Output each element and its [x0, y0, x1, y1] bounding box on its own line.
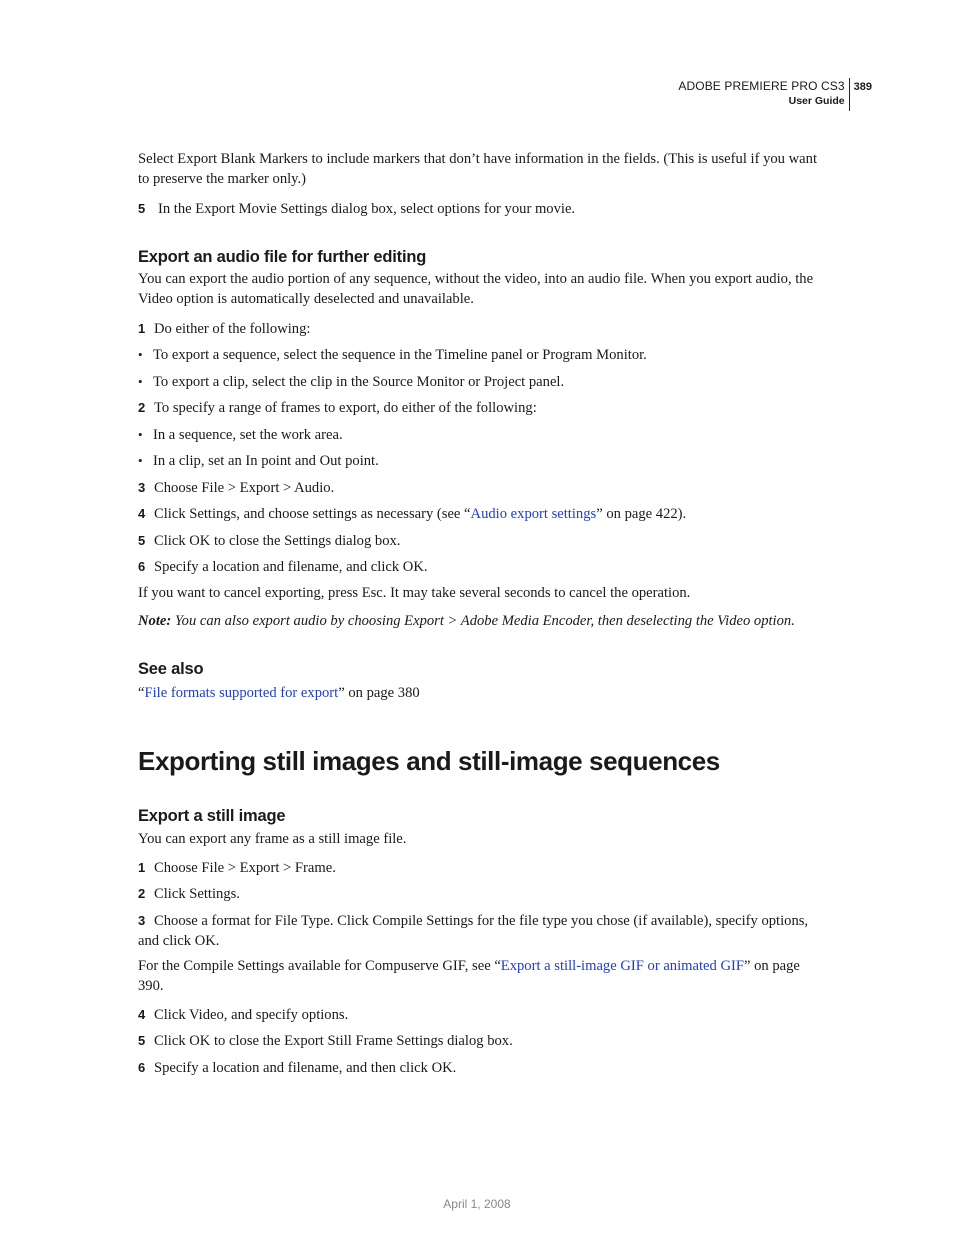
- bullet-icon: •: [138, 347, 143, 362]
- intro-paragraph: Select Export Blank Markers to include markers that don’t have information in the fields. (This is useful if you want to preserve the marker only.): [138, 151, 817, 187]
- audio-export-settings-link[interactable]: Audio export settings: [470, 506, 597, 522]
- step-number: 2: [138, 400, 146, 415]
- see-also-heading: See also: [138, 660, 204, 678]
- still-step-6: [138, 1058, 818, 1079]
- gif-paragraph: [138, 957, 818, 996]
- step-number: 6: [138, 559, 146, 574]
- step-text: In the Export Movie Settings dialog box, select options for your movie.: [158, 201, 576, 217]
- step-number: 1: [138, 860, 146, 875]
- step-text: Do either of the following:: [154, 321, 311, 337]
- step-number: 4: [138, 1007, 146, 1022]
- audio-step-2: [138, 398, 818, 419]
- step-number: 5: [138, 533, 146, 548]
- see-also-reference: [138, 684, 818, 704]
- still-step-4: [138, 1005, 818, 1026]
- audio-paragraph: You can export the audio portion of any sequence, without the video, into an audio file. When you export audio, the Video option is automatically deselected and unavailable.: [138, 271, 814, 307]
- page-number: 389: [853, 81, 872, 93]
- step-number: 6: [138, 1060, 146, 1075]
- step-number: 3: [138, 480, 146, 495]
- gif-text-before-link: For the Compile Settings available for Compuserve GIF, see “: [138, 958, 501, 974]
- step-number: 3: [138, 913, 146, 928]
- still-heading: Export a still image: [138, 807, 286, 825]
- audio-step-1: [138, 319, 818, 340]
- audio-step-1-bullet-2: [138, 372, 818, 393]
- guide-name: User Guide: [788, 95, 845, 107]
- note-text: You can also export audio by choosing Export > Adobe Media Encoder, then deselecting the Video option.: [171, 613, 795, 629]
- step-text: To specify a range of frames to export, do either of the following:: [154, 400, 537, 416]
- intro-step-5: [138, 199, 818, 220]
- note: [138, 612, 818, 632]
- step-text: Click Settings.: [154, 886, 240, 902]
- footer-date: April 1, 2008: [443, 1197, 511, 1211]
- still-step-2: [138, 884, 818, 905]
- still-paragraph: You can export any frame as a still image file.: [138, 831, 407, 847]
- step-number: 5: [138, 201, 146, 216]
- section-title: Exporting still images and still-image sequences: [138, 746, 720, 776]
- bullet-icon: •: [138, 374, 143, 389]
- still-step-1: [138, 858, 818, 879]
- product-name: ADOBE PREMIERE PRO CS3: [678, 79, 845, 93]
- bullet-text: In a clip, set an In point and Out point.: [153, 453, 379, 469]
- bullet-icon: •: [138, 453, 143, 468]
- reference-suffix: ” on page 380: [338, 685, 420, 701]
- step-text-after-link: ” on page 422).: [596, 506, 687, 522]
- cancel-paragraph: If you want to cancel exporting, press Esc. It may take several seconds to cancel the operation.: [138, 585, 691, 601]
- still-step-5: [138, 1031, 818, 1052]
- step-number: 2: [138, 886, 146, 901]
- audio-step-2-bullet-2: [138, 451, 818, 472]
- bullet-icon: •: [138, 427, 143, 442]
- step-text: Specify a location and filename, and click OK.: [154, 559, 428, 575]
- step-text-before-link: Click Settings, and choose settings as necessary (see “: [154, 506, 471, 522]
- step-text: Specify a location and filename, and then click OK.: [154, 1060, 457, 1076]
- audio-step-1-bullet-1: [138, 345, 818, 366]
- audio-step-6: [138, 557, 818, 578]
- audio-step-2-bullet-1: [138, 425, 818, 446]
- step-text: Click OK to close the Settings dialog box.: [154, 533, 401, 549]
- audio-heading: Export an audio file for further editing: [138, 248, 427, 266]
- step-text: Choose File > Export > Audio.: [154, 480, 335, 496]
- audio-step-5: [138, 531, 818, 552]
- audio-step-3: [138, 478, 818, 499]
- step-number: 5: [138, 1033, 146, 1048]
- export-gif-link[interactable]: Export a still-image GIF or animated GIF: [500, 958, 744, 974]
- step-number: 1: [138, 321, 146, 336]
- bullet-text: To export a clip, select the clip in the Source Monitor or Project panel.: [153, 374, 565, 390]
- running-header: [678, 78, 872, 111]
- bullet-text: To export a sequence, select the sequence in the Timeline panel or Program Monitor.: [153, 347, 647, 363]
- step-text: Choose File > Export > Frame.: [154, 860, 336, 876]
- step-number: 4: [138, 506, 146, 521]
- step-text: Choose a format for File Type. Click Compile Settings for the file type you chose (if available), specify options, and click OK.: [138, 913, 809, 949]
- gif-text-after-link: ” on page 390.: [138, 958, 800, 994]
- open-quote: “: [138, 685, 145, 701]
- bullet-text: In a sequence, set the work area.: [153, 427, 343, 443]
- header-titles: [678, 78, 849, 111]
- note-label: Note:: [138, 613, 172, 629]
- file-formats-link[interactable]: File formats supported for export: [144, 685, 339, 701]
- audio-step-4: [138, 504, 818, 525]
- step-text: Click Video, and specify options.: [154, 1007, 349, 1023]
- still-step-3: [138, 911, 818, 951]
- step-text: Click OK to close the Export Still Frame Settings dialog box.: [154, 1033, 513, 1049]
